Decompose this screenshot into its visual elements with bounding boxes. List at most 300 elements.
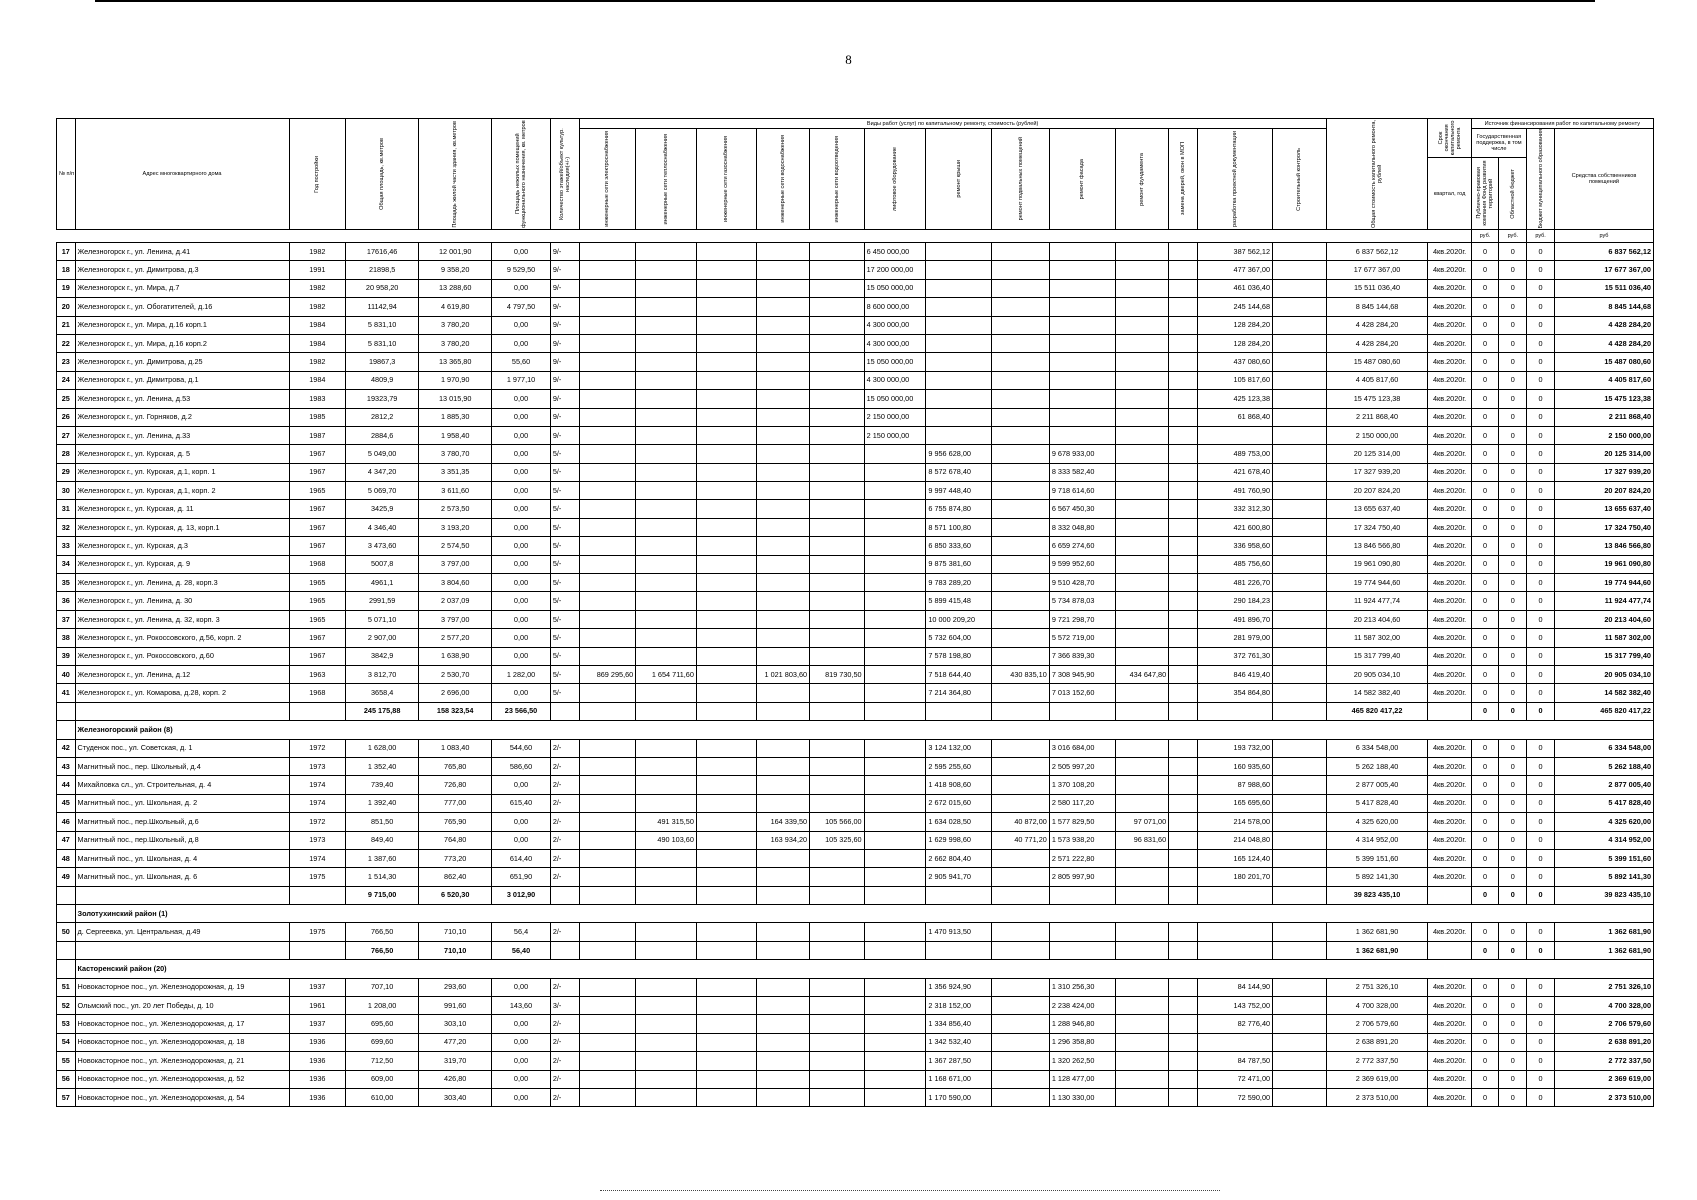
cell-power bbox=[579, 426, 636, 444]
cell-control bbox=[1273, 997, 1327, 1015]
cell-foundation bbox=[1115, 794, 1169, 812]
cell-heat bbox=[636, 1088, 697, 1106]
cell-power bbox=[579, 776, 636, 794]
cell-doors bbox=[1169, 849, 1198, 867]
cell-no: 21 bbox=[57, 316, 76, 334]
cell-year: 1965 bbox=[289, 610, 346, 628]
cell-heat: 490 103,60 bbox=[636, 831, 697, 849]
cell-design: 421 678,40 bbox=[1197, 463, 1272, 481]
cell-no: 38 bbox=[57, 629, 76, 647]
cell-foundation bbox=[1115, 868, 1169, 886]
cell-owners: 15 475 123,38 bbox=[1554, 390, 1653, 408]
cell-living-area: 3 780,70 bbox=[419, 445, 492, 463]
cell-roof bbox=[926, 390, 992, 408]
col-basement-header: ремонт подвальных помещений bbox=[1017, 137, 1024, 221]
cell-regional: 0 bbox=[1499, 537, 1527, 555]
cell-sewer bbox=[810, 482, 865, 500]
district-name: Золотухинский район (1) bbox=[75, 905, 1653, 923]
cell-gas bbox=[696, 445, 756, 463]
cell-doors bbox=[1169, 371, 1198, 389]
cell-regional: 0 bbox=[1499, 298, 1527, 316]
cell-living-area: 777,00 bbox=[419, 794, 492, 812]
cell-foundation bbox=[1115, 298, 1169, 316]
cell-doors bbox=[1169, 684, 1198, 702]
col-foundation-header: ремонт фундамента bbox=[1138, 152, 1145, 206]
cell-fund: 0 bbox=[1471, 757, 1499, 775]
cell-term: 4кв.2020г. bbox=[1428, 997, 1471, 1015]
cell-doors bbox=[1169, 1033, 1198, 1051]
district-heading-row bbox=[57, 721, 1654, 739]
cell-foundation: 434 647,80 bbox=[1115, 665, 1169, 683]
cell-total-cost: 5 417 828,40 bbox=[1326, 794, 1428, 812]
cell-floors: 2/- bbox=[550, 1033, 579, 1051]
table-row bbox=[57, 279, 1654, 297]
cell-regional: 0 bbox=[1499, 555, 1527, 573]
cell-fund: 0 bbox=[1471, 426, 1499, 444]
cell-total-cost: 15 317 799,40 bbox=[1326, 647, 1428, 665]
cell-facade bbox=[1049, 371, 1115, 389]
cell-doors bbox=[1169, 482, 1198, 500]
cell-regional: 0 bbox=[1499, 868, 1527, 886]
cell-design: 846 419,40 bbox=[1197, 665, 1272, 683]
cell-address: Железногорск г., ул. Обогатителей, д.16 bbox=[75, 298, 289, 316]
cell-power bbox=[579, 482, 636, 500]
cell-power: 869 295,60 bbox=[579, 665, 636, 683]
cell-foundation bbox=[1115, 334, 1169, 352]
cell-control bbox=[1273, 390, 1327, 408]
cell-total-area: 3658,4 bbox=[346, 684, 419, 702]
cell-year: 1967 bbox=[289, 629, 346, 647]
cell-gas bbox=[696, 1070, 756, 1088]
cell-owners: 13 846 566,80 bbox=[1554, 537, 1653, 555]
cell-year: 1973 bbox=[289, 757, 346, 775]
cell-basement bbox=[992, 243, 1050, 261]
cell-regional: 0 bbox=[1499, 757, 1527, 775]
capital-repair-table bbox=[56, 118, 1654, 1107]
cell-floors: 9/- bbox=[550, 261, 579, 279]
cell-owners: 2 211 868,40 bbox=[1554, 408, 1653, 426]
cell-foundation bbox=[1115, 408, 1169, 426]
cell-doors bbox=[1169, 390, 1198, 408]
cell-design: 72 471,00 bbox=[1197, 1070, 1272, 1088]
subtotal-cell-lift bbox=[864, 886, 926, 904]
cell-heat bbox=[636, 279, 697, 297]
cell-address: Железногорск г., ул. Курская, д.1, корп. 1 bbox=[75, 463, 289, 481]
cell-heat bbox=[636, 794, 697, 812]
cell-gas bbox=[696, 426, 756, 444]
cell-facade bbox=[1049, 923, 1115, 941]
cell-no: 23 bbox=[57, 353, 76, 371]
cell-lift bbox=[864, 1070, 926, 1088]
cell-lift: 17 200 000,00 bbox=[864, 261, 926, 279]
cell-owners: 17 677 367,00 bbox=[1554, 261, 1653, 279]
cell-fund: 0 bbox=[1471, 482, 1499, 500]
cell-foundation bbox=[1115, 757, 1169, 775]
cell-fund: 0 bbox=[1471, 261, 1499, 279]
cell-floors: 2/- bbox=[550, 1052, 579, 1070]
table-row bbox=[57, 243, 1654, 261]
cell-roof: 1 367 287,50 bbox=[926, 1052, 992, 1070]
cell-gas bbox=[696, 482, 756, 500]
cell-total-area: 21898,5 bbox=[346, 261, 419, 279]
col-facade-header: ремонт фасада bbox=[1079, 158, 1086, 200]
cell-address: Студенок пос., ул. Советская, д. 1 bbox=[75, 739, 289, 757]
cell-floors: 2/- bbox=[550, 813, 579, 831]
cell-regional: 0 bbox=[1499, 1033, 1527, 1051]
cell-roof: 2 318 152,00 bbox=[926, 997, 992, 1015]
cell-foundation bbox=[1115, 243, 1169, 261]
table-row bbox=[57, 445, 1654, 463]
cell-year: 1965 bbox=[289, 574, 346, 592]
capital-repair-table-container bbox=[56, 118, 1654, 1107]
cell-gas bbox=[696, 849, 756, 867]
cell-municipal: 0 bbox=[1527, 629, 1555, 647]
cell-gas bbox=[696, 978, 756, 996]
cell-address: Железногорск г., ул. Курская, д.3 bbox=[75, 537, 289, 555]
cell-design bbox=[1197, 923, 1272, 941]
cell-fund: 0 bbox=[1471, 592, 1499, 610]
col-design-header: разработка проектной документации bbox=[1232, 131, 1238, 227]
cell-facade: 1 128 477,00 bbox=[1049, 1070, 1115, 1088]
cell-design: 387 562,12 bbox=[1197, 243, 1272, 261]
cell-municipal: 0 bbox=[1527, 390, 1555, 408]
cell-foundation bbox=[1115, 629, 1169, 647]
cell-sewer bbox=[810, 997, 865, 1015]
cell-doors bbox=[1169, 739, 1198, 757]
cell-control bbox=[1273, 334, 1327, 352]
cell-no: 30 bbox=[57, 482, 76, 500]
cell-term: 4кв.2020г. bbox=[1428, 647, 1471, 665]
subtotal-cell-water bbox=[756, 886, 810, 904]
cell-lift bbox=[864, 665, 926, 683]
cell-living-area: 293,60 bbox=[419, 978, 492, 996]
col-owners-header: Средства собственников помещений bbox=[1571, 173, 1637, 185]
cell-total-cost: 15 475 123,38 bbox=[1326, 390, 1428, 408]
cell-regional: 0 bbox=[1499, 665, 1527, 683]
cell-doors bbox=[1169, 574, 1198, 592]
cell-nonliving-area: 0,00 bbox=[492, 334, 551, 352]
cell-municipal: 0 bbox=[1527, 665, 1555, 683]
cell-heat bbox=[636, 776, 697, 794]
cell-term: 4кв.2020г. bbox=[1428, 776, 1471, 794]
cell-year: 1936 bbox=[289, 1052, 346, 1070]
cell-total-cost: 4 314 952,00 bbox=[1326, 831, 1428, 849]
cell-facade: 9 721 298,70 bbox=[1049, 610, 1115, 628]
cell-lift: 2 150 000,00 bbox=[864, 426, 926, 444]
cell-no: 19 bbox=[57, 279, 76, 297]
cell-municipal: 0 bbox=[1527, 371, 1555, 389]
cell-regional: 0 bbox=[1499, 353, 1527, 371]
cell-total-area: 609,00 bbox=[346, 1070, 419, 1088]
cell-total-cost: 20 213 404,60 bbox=[1326, 610, 1428, 628]
cell-heat bbox=[636, 500, 697, 518]
cell-power bbox=[579, 279, 636, 297]
cell-total-area: 5007,8 bbox=[346, 555, 419, 573]
cell-year: 1975 bbox=[289, 868, 346, 886]
unit-municipal: руб. bbox=[1535, 233, 1546, 239]
cell-doors bbox=[1169, 794, 1198, 812]
cell-foundation bbox=[1115, 316, 1169, 334]
table-row bbox=[57, 776, 1654, 794]
cell-term: 4кв.2020г. bbox=[1428, 813, 1471, 831]
cell-nonliving-area: 0,00 bbox=[492, 408, 551, 426]
cell-water bbox=[756, 739, 810, 757]
col-municipal-header: Бюджет муниципального образования bbox=[1537, 129, 1544, 229]
cell-facade: 2 580 117,20 bbox=[1049, 794, 1115, 812]
cell-sewer bbox=[810, 298, 865, 316]
cell-no: 49 bbox=[57, 868, 76, 886]
cell-municipal: 0 bbox=[1527, 794, 1555, 812]
cell-regional: 0 bbox=[1499, 518, 1527, 536]
cell-floors: 3/- bbox=[550, 997, 579, 1015]
cell-owners: 17 327 939,20 bbox=[1554, 463, 1653, 481]
cell-total-cost: 4 428 284,20 bbox=[1326, 334, 1428, 352]
cell-gas bbox=[696, 757, 756, 775]
cell-roof: 5 899 415,48 bbox=[926, 592, 992, 610]
cell-lift: 15 050 000,00 bbox=[864, 353, 926, 371]
cell-doors bbox=[1169, 868, 1198, 886]
cell-no: 54 bbox=[57, 1033, 76, 1051]
cell-facade: 7 366 839,30 bbox=[1049, 647, 1115, 665]
cell-heat bbox=[636, 923, 697, 941]
cell-total-cost: 2 638 891,20 bbox=[1326, 1033, 1428, 1051]
cell-sewer bbox=[810, 849, 865, 867]
cell-term: 4кв.2020г. bbox=[1428, 592, 1471, 610]
cell-control bbox=[1273, 518, 1327, 536]
cell-water bbox=[756, 776, 810, 794]
cell-total-cost: 2 150 000,00 bbox=[1326, 426, 1428, 444]
cell-roof: 2 905 941,70 bbox=[926, 868, 992, 886]
cell-facade: 1 370 108,20 bbox=[1049, 776, 1115, 794]
cell-year: 1965 bbox=[289, 592, 346, 610]
cell-lift bbox=[864, 500, 926, 518]
cell-regional: 0 bbox=[1499, 1015, 1527, 1033]
cell-fund: 0 bbox=[1471, 555, 1499, 573]
cell-municipal: 0 bbox=[1527, 923, 1555, 941]
table-row bbox=[57, 978, 1654, 996]
cell-gas bbox=[696, 831, 756, 849]
cell-term: 4кв.2020г. bbox=[1428, 298, 1471, 316]
cell-facade bbox=[1049, 243, 1115, 261]
cell-lift bbox=[864, 629, 926, 647]
cell-no: 53 bbox=[57, 1015, 76, 1033]
table-row bbox=[57, 463, 1654, 481]
cell-control bbox=[1273, 445, 1327, 463]
cell-municipal: 0 bbox=[1527, 463, 1555, 481]
cell-floors: 2/- bbox=[550, 1070, 579, 1088]
cell-term: 4кв.2020г. bbox=[1428, 371, 1471, 389]
cell-doors bbox=[1169, 1015, 1198, 1033]
cell-sewer bbox=[810, 445, 865, 463]
cell-term: 4кв.2020г. bbox=[1428, 279, 1471, 297]
cell-foundation bbox=[1115, 592, 1169, 610]
cell-power bbox=[579, 923, 636, 941]
cell-total-cost: 2 751 326,10 bbox=[1326, 978, 1428, 996]
cell-total-cost: 5 892 141,30 bbox=[1326, 868, 1428, 886]
cell-design: 193 732,00 bbox=[1197, 739, 1272, 757]
cell-facade: 1 288 946,80 bbox=[1049, 1015, 1115, 1033]
cell-floors: 2/- bbox=[550, 923, 579, 941]
cell-sewer bbox=[810, 500, 865, 518]
cell-fund: 0 bbox=[1471, 537, 1499, 555]
cell-total-cost: 4 428 284,20 bbox=[1326, 316, 1428, 334]
cell-basement bbox=[992, 298, 1050, 316]
cell-owners: 2 772 337,50 bbox=[1554, 1052, 1653, 1070]
cell-no: 18 bbox=[57, 261, 76, 279]
cell-heat bbox=[636, 261, 697, 279]
cell-heat bbox=[636, 463, 697, 481]
cell-term: 4кв.2020г. bbox=[1428, 334, 1471, 352]
cell-owners: 2 369 619,00 bbox=[1554, 1070, 1653, 1088]
cell-term: 4кв.2020г. bbox=[1428, 629, 1471, 647]
cell-regional: 0 bbox=[1499, 500, 1527, 518]
cell-nonliving-area: 0,00 bbox=[492, 776, 551, 794]
cell-living-area: 9 358,20 bbox=[419, 261, 492, 279]
cell-year: 1983 bbox=[289, 390, 346, 408]
cell-fund: 0 bbox=[1471, 353, 1499, 371]
cell-term: 4кв.2020г. bbox=[1428, 1052, 1471, 1070]
cell-address: Железногорск г., ул. Димитрова, д.1 bbox=[75, 371, 289, 389]
cell-facade: 2 571 222,80 bbox=[1049, 849, 1115, 867]
cell-water bbox=[756, 997, 810, 1015]
cell-water bbox=[756, 279, 810, 297]
cell-lift: 6 450 000,00 bbox=[864, 243, 926, 261]
cell-no: 40 bbox=[57, 665, 76, 683]
cell-floors: 2/- bbox=[550, 849, 579, 867]
subtotal-cell-facade bbox=[1049, 941, 1115, 959]
cell-living-area: 13 288,60 bbox=[419, 279, 492, 297]
cell-basement bbox=[992, 739, 1050, 757]
cell-address: Магнитный пос., ул. Школьная, д. 4 bbox=[75, 849, 289, 867]
table-row bbox=[57, 353, 1654, 371]
subtotal-cell-water bbox=[756, 702, 810, 720]
cell-address: д. Сергеевка, ул. Центральная, д.49 bbox=[75, 923, 289, 941]
cell-total-area: 610,00 bbox=[346, 1088, 419, 1106]
subtotal-cell-nonliving-area: 3 012,90 bbox=[492, 886, 551, 904]
cell-foundation bbox=[1115, 997, 1169, 1015]
cell-living-area: 3 797,00 bbox=[419, 610, 492, 628]
cell-heat bbox=[636, 868, 697, 886]
cell-term: 4кв.2020г. bbox=[1428, 665, 1471, 683]
cell-term: 4кв.2020г. bbox=[1428, 243, 1471, 261]
cell-fund: 0 bbox=[1471, 776, 1499, 794]
cell-no: 57 bbox=[57, 1088, 76, 1106]
cell-water bbox=[756, 629, 810, 647]
cell-nonliving-area: 0,00 bbox=[492, 1033, 551, 1051]
cell-basement bbox=[992, 500, 1050, 518]
cell-regional: 0 bbox=[1499, 574, 1527, 592]
col-address-header: Адрес многоквартирного дома bbox=[142, 171, 222, 177]
cell-nonliving-area: 0,00 bbox=[492, 610, 551, 628]
cell-sewer bbox=[810, 279, 865, 297]
cell-nonliving-area: 0,00 bbox=[492, 1070, 551, 1088]
cell-basement: 430 835,10 bbox=[992, 665, 1050, 683]
table-row bbox=[57, 298, 1654, 316]
cell-basement bbox=[992, 592, 1050, 610]
cell-design: 354 864,80 bbox=[1197, 684, 1272, 702]
cell-doors bbox=[1169, 610, 1198, 628]
cell-water bbox=[756, 592, 810, 610]
cell-control bbox=[1273, 849, 1327, 867]
cell-fund: 0 bbox=[1471, 334, 1499, 352]
cell-no: 48 bbox=[57, 849, 76, 867]
cell-sewer bbox=[810, 555, 865, 573]
cell-regional: 0 bbox=[1499, 849, 1527, 867]
cell-total-area: 851,50 bbox=[346, 813, 419, 831]
cell-facade: 2 805 997,90 bbox=[1049, 868, 1115, 886]
cell-power bbox=[579, 408, 636, 426]
cell-facade bbox=[1049, 426, 1115, 444]
cell-water bbox=[756, 316, 810, 334]
cell-water bbox=[756, 500, 810, 518]
cell-fund: 0 bbox=[1471, 629, 1499, 647]
cell-term: 4кв.2020г. bbox=[1428, 1015, 1471, 1033]
cell-sewer bbox=[810, 518, 865, 536]
cell-design: 489 753,00 bbox=[1197, 445, 1272, 463]
unit-term: квартал, год bbox=[1433, 190, 1466, 197]
cell-living-area: 3 780,20 bbox=[419, 316, 492, 334]
cell-year: 1968 bbox=[289, 684, 346, 702]
cell-roof: 9 956 628,00 bbox=[926, 445, 992, 463]
cell-living-area: 2 530,70 bbox=[419, 665, 492, 683]
cell-lift bbox=[864, 1088, 926, 1106]
cell-fund: 0 bbox=[1471, 997, 1499, 1015]
cell-basement bbox=[992, 1015, 1050, 1033]
cell-address: Железногорск г., ул. Ленина, д. 30 bbox=[75, 592, 289, 610]
cell-facade: 1 577 829,50 bbox=[1049, 813, 1115, 831]
cell-basement bbox=[992, 518, 1050, 536]
cell-total-area: 3425,9 bbox=[346, 500, 419, 518]
cell-gas bbox=[696, 610, 756, 628]
cell-design: 425 123,38 bbox=[1197, 390, 1272, 408]
cell-address: Новокасторное пос., ул. Железнодорожная, д. 19 bbox=[75, 978, 289, 996]
cell-address: Новокасторное пос., ул. Железнодорожная, д. 17 bbox=[75, 1015, 289, 1033]
cell-fund: 0 bbox=[1471, 665, 1499, 683]
cell-total-cost: 5 399 151,60 bbox=[1326, 849, 1428, 867]
table-row bbox=[57, 426, 1654, 444]
cell-facade bbox=[1049, 390, 1115, 408]
cell-regional: 0 bbox=[1499, 684, 1527, 702]
cell-roof: 7 214 364,80 bbox=[926, 684, 992, 702]
cell-power bbox=[579, 243, 636, 261]
district-row-cell bbox=[57, 960, 76, 978]
cell-municipal: 0 bbox=[1527, 684, 1555, 702]
cell-lift bbox=[864, 923, 926, 941]
cell-total-area: 766,50 bbox=[346, 923, 419, 941]
subtotal-cell-power bbox=[579, 702, 636, 720]
cell-fund: 0 bbox=[1471, 813, 1499, 831]
cell-address: Железногорск г., ул. Курская, д.1, корп. 2 bbox=[75, 482, 289, 500]
cell-basement bbox=[992, 978, 1050, 996]
cell-regional: 0 bbox=[1499, 1052, 1527, 1070]
cell-no: 26 bbox=[57, 408, 76, 426]
cell-control bbox=[1273, 371, 1327, 389]
cell-no: 22 bbox=[57, 334, 76, 352]
subtotal-cell-floors bbox=[550, 702, 579, 720]
cell-roof: 2 595 255,60 bbox=[926, 757, 992, 775]
cell-total-area: 5 831,10 bbox=[346, 334, 419, 352]
table-body bbox=[57, 243, 1654, 1107]
cell-design bbox=[1197, 426, 1272, 444]
cell-total-area: 5 831,10 bbox=[346, 316, 419, 334]
cell-gas bbox=[696, 574, 756, 592]
cell-lift bbox=[864, 647, 926, 665]
cell-water bbox=[756, 482, 810, 500]
subtotal-cell-owners: 39 823 435,10 bbox=[1554, 886, 1653, 904]
cell-lift: 2 150 000,00 bbox=[864, 408, 926, 426]
cell-heat bbox=[636, 757, 697, 775]
cell-total-area: 19867,3 bbox=[346, 353, 419, 371]
